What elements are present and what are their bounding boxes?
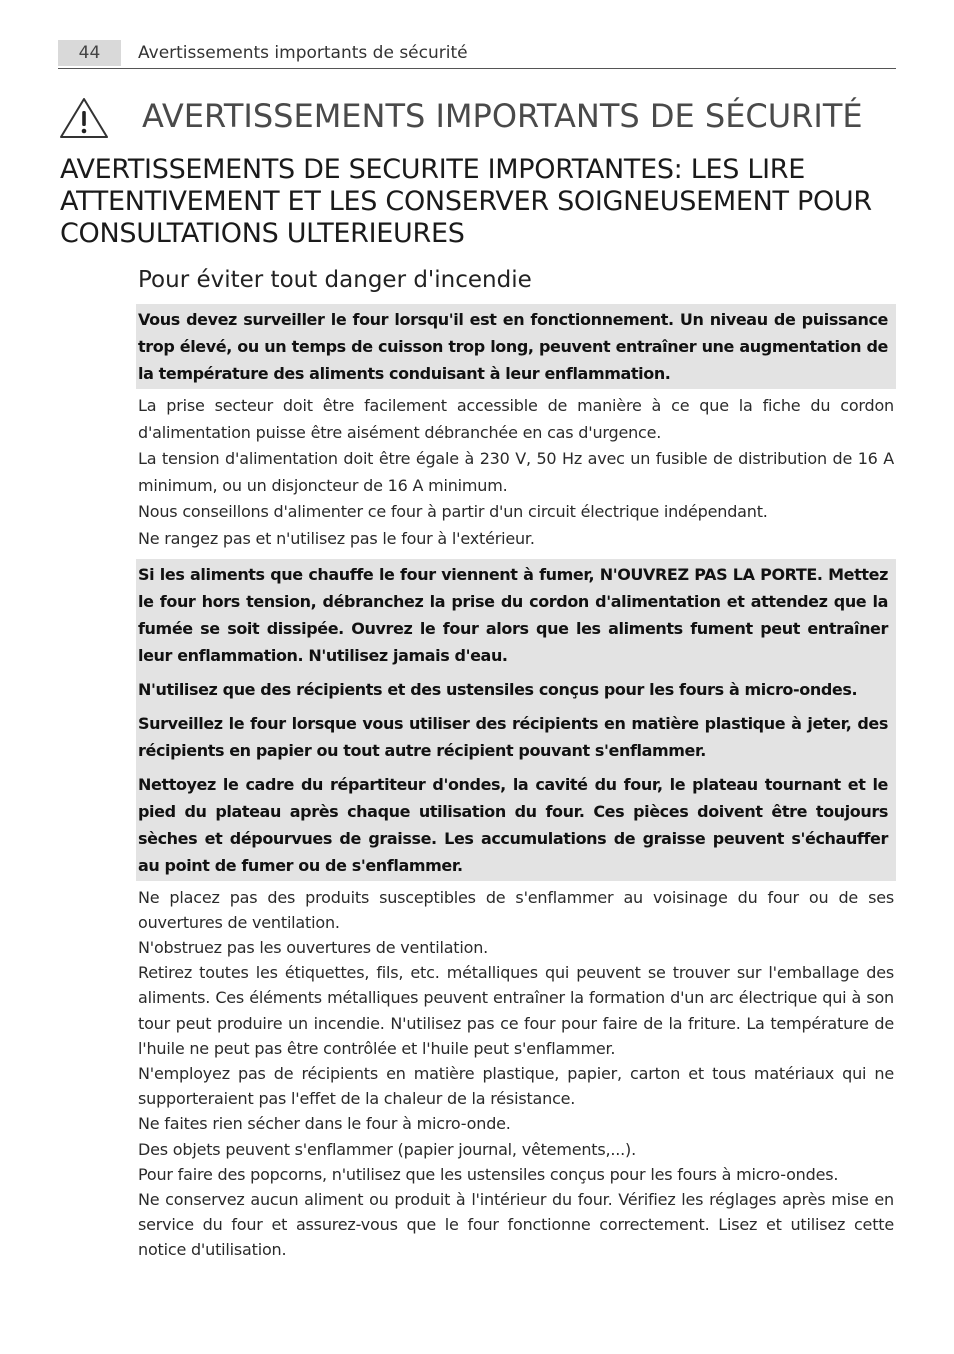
safety-subtitle: AVERTISSEMENTS DE SECURITE IMPORTANTES: LES LIRE ATTENTIVEMENT ET LES CONSERVER SOIGNEUSEMENT POUR CONSULTATIONS ULTERIEURES [60, 154, 872, 249]
warning-paragraph: N'utilisez que des récipients et des ustensiles conçus pour les fours à micro-ondes. [138, 679, 858, 699]
warning-box-2 [136, 559, 896, 881]
warning-paragraph: Surveillez le four lorsque vous utiliser des récipients en matière plastique à jeter, des récipients en papier ou tout autre récipient pouvant s'enflammer. [138, 713, 888, 760]
page-header [58, 40, 896, 69]
info-paragraph: Ne rangez pas et n'utilisez pas le four à l'extérieur. [138, 528, 535, 548]
page-number: 44 [58, 40, 121, 66]
info-paragraph: Ne placez pas des produits susceptibles de s'enflammer au voisinage du four ou de ses ouvertures de ventilation. [138, 887, 894, 932]
running-title: Avertissements importants de sécurité [138, 43, 468, 63]
info-paragraph: Pour faire des popcorns, n'utilisez que les ustensiles conçus pour les fours à micro-ondes. [138, 1164, 839, 1184]
content-column [136, 304, 896, 1269]
page-title: AVERTISSEMENTS IMPORTANTS DE SÉCURITÉ [142, 97, 863, 135]
warning-paragraph: Vous devez surveiller le four lorsqu'il est en fonctionnement. Un niveau de puissance trop élevé, ou un temps de cuisson trop long, peuvent entraîner une augmentation de la température des aliments conduisant à leur enflammation. [138, 310, 888, 383]
warning-triangle-icon [58, 96, 110, 140]
info-paragraph: Retirez toutes les étiquettes, fils, etc. métalliques qui peuvent se trouver sur l'emballage des aliments. Ces éléments métalliques peuvent entraîner la formation d'un arc électrique qui à son tour peut produire un incendie. N'utilisez pas ce four pour faire de la friture. La température de l'huile ne peut pas être contrôlée et l'huile peut s'enflammer. [138, 963, 894, 1058]
info-paragraph: La prise secteur doit être facilement accessible de manière à ce que la fiche du cordon d'alimentation puisse être aisément débranchée en cas d'urgence. [138, 396, 894, 442]
section-heading: Pour éviter tout danger d'incendie [138, 267, 532, 293]
info-paragraph: N'obstruez pas les ouvertures de ventilation. [138, 937, 489, 957]
info-paragraph: La tension d'alimentation doit être égale à 230 V, 50 Hz avec un fusible de distribution de 16 A minimum, ou un disjoncteur de 16 A minimum. [138, 449, 894, 495]
info-paragraph: Des objets peuvent s'enflammer (papier journal, vêtements,...). [138, 1139, 636, 1159]
info-block-1 [136, 389, 896, 559]
info-block-2 [136, 881, 896, 1269]
info-paragraph: Ne conservez aucun aliment ou produit à l'intérieur du four. Vérifiez les réglages après mise en service du four et assurez-vous que le four fonctionne correctement. Lisez et utilisez cette notice d'utilisation. [138, 1190, 894, 1260]
page-title-row [58, 92, 896, 142]
warning-paragraph: Si les aliments que chauffe le four viennent à fumer, N'OUVREZ PAS LA PORTE. Mettez le four hors tension, débranchez la prise du cordon d'alimentation et attendez que la fumée se soit dissipée. Ouvrez le four alors que les aliments fument peut entraîner leur enflammation. N'utilisez jamais d'eau. [138, 564, 888, 665]
warning-paragraph: Nettoyez le cadre du répartiteur d'ondes, la cavité du four, le plateau tournant et le pied du plateau après chaque utilisation du four. Ces pièces doivent être toujours sèches et dépourvues de graisse. Les accumulations de graisse peuvent s'échauffer au point de fumer ou de s'enflammer. [138, 774, 888, 875]
info-paragraph: Nous conseillons d'alimenter ce four à partir d'un circuit électrique indépendant. [138, 502, 768, 522]
warning-box-1 [136, 304, 896, 389]
info-paragraph: Ne faites rien sécher dans le four à micro-onde. [138, 1114, 511, 1134]
info-paragraph: N'employez pas de récipients en matière plastique, papier, carton et tous matériaux qui ne supporteraient pas l'effet de la chaleur de la résistance. [138, 1063, 894, 1109]
